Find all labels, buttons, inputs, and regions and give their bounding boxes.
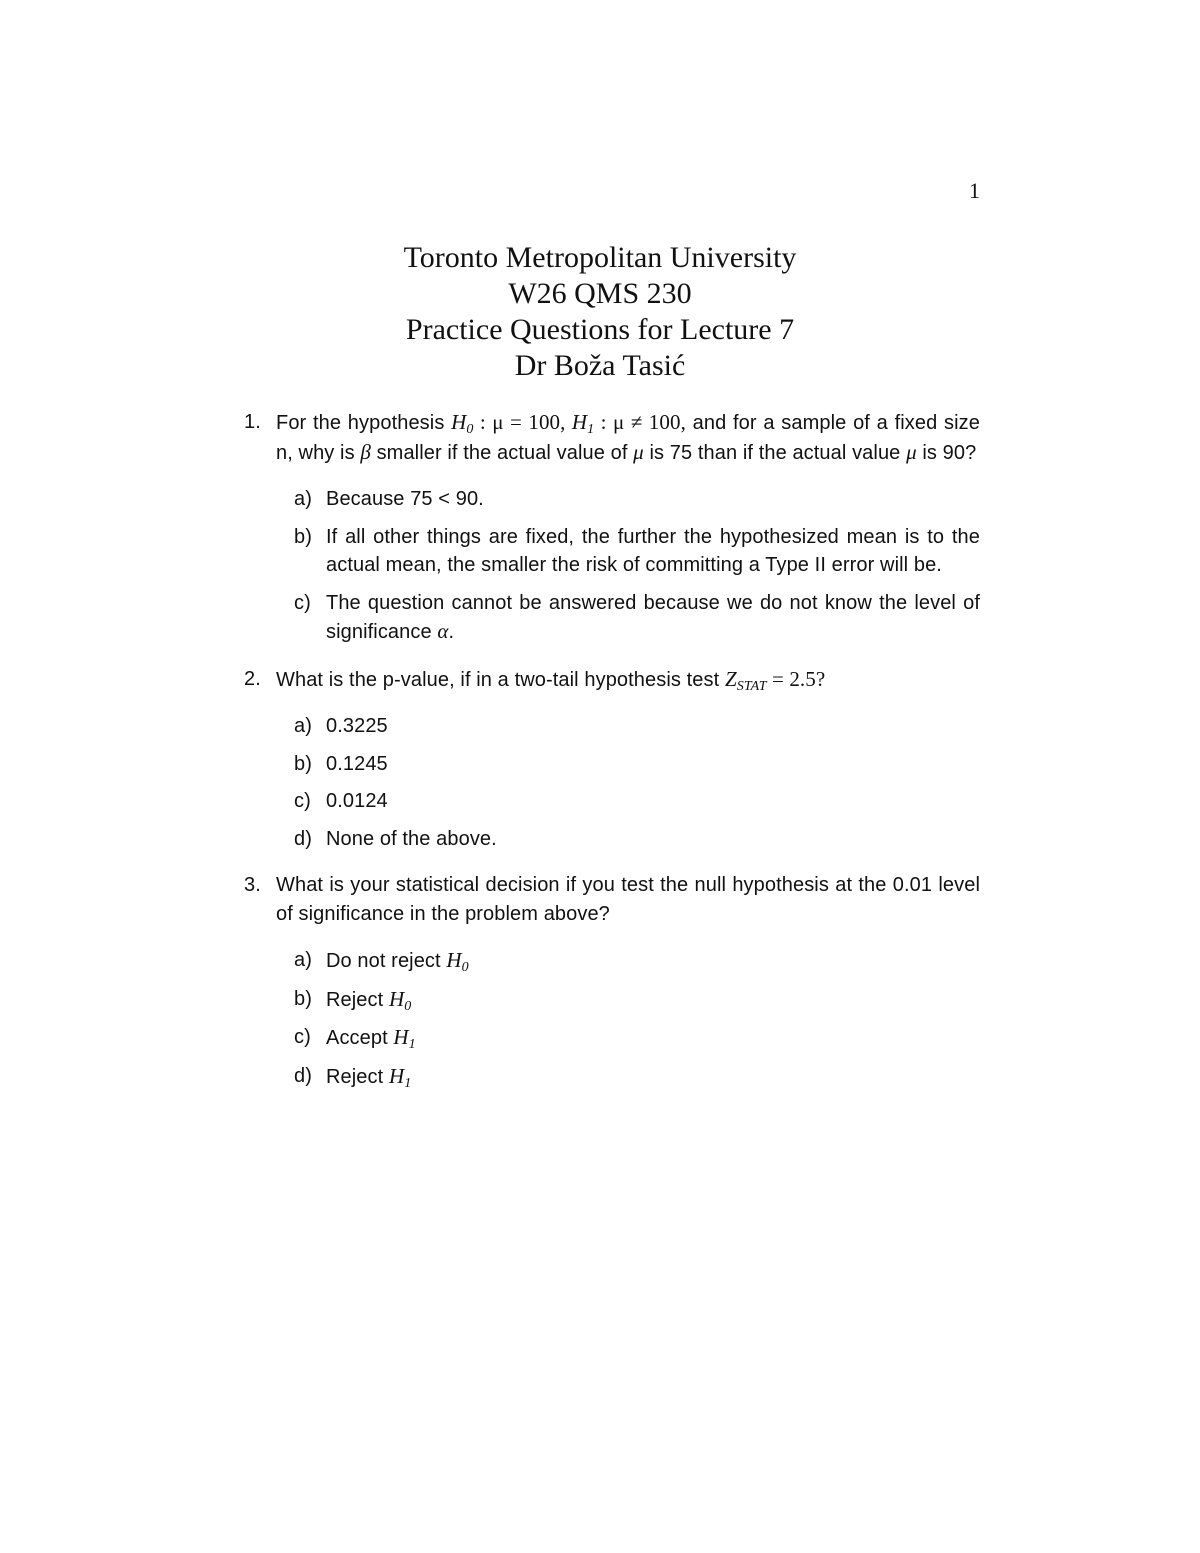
option-letter: b) — [294, 987, 312, 1010]
math-h0 — [446, 948, 469, 975]
text-segment: smaller if the actual value of — [370, 441, 634, 464]
math-subscript: 1 — [587, 422, 595, 437]
question-number: 1. — [244, 411, 261, 433]
math-z-stat — [724, 666, 767, 694]
option-letter: a) — [294, 949, 312, 971]
option-text: Reject — [326, 1065, 389, 1088]
answer-option — [276, 825, 980, 854]
math-subscript: 1 — [408, 1037, 416, 1052]
answer-options — [276, 485, 980, 647]
math-beta: β — [360, 439, 371, 464]
option-text: 0.1245 — [326, 752, 388, 775]
course-code: W26 QMS 230 — [508, 277, 692, 310]
question-3 — [240, 871, 980, 1091]
option-text: Do not reject — [326, 950, 447, 972]
math-subscript: 0 — [466, 422, 474, 437]
math-var: H — [571, 410, 588, 434]
option-text: None of the above. — [326, 827, 497, 850]
option-letter: a) — [294, 715, 312, 737]
answer-option — [276, 485, 980, 514]
math-subscript: STAT — [736, 678, 767, 694]
question-2 — [240, 665, 980, 854]
option-letter: c) — [294, 591, 311, 614]
page-number: 1 — [969, 178, 980, 203]
author-name: Dr Boža Tasić — [514, 349, 686, 382]
text-segment: is 75 than if the actual value — [643, 441, 907, 464]
question-text — [276, 665, 980, 695]
option-letter: a) — [294, 488, 312, 510]
option-letter: d) — [294, 1064, 312, 1087]
option-letter: c) — [294, 1026, 311, 1048]
text-segment: What is the p-value, if in a two-tail hypothesis test — [276, 668, 725, 691]
option-text: The question cannot be answered because we do not know the level of significance — [326, 591, 980, 643]
math-mu: μ — [906, 439, 917, 464]
question-list — [240, 408, 980, 1100]
text-segment: and for a sample of a fixed size n, why is — [276, 412, 980, 464]
option-letter: b) — [294, 525, 312, 548]
answer-option — [276, 523, 980, 580]
math-h1 — [388, 1063, 412, 1091]
answer-options — [276, 946, 980, 1091]
question-text — [276, 408, 980, 467]
document-subtitle: Practice Questions for Lecture 7 — [405, 313, 795, 346]
answer-option — [276, 750, 980, 779]
question-text: What is your statistical decision if you test the null hypothesis at the 0.01 level of significance in the problem above? — [276, 874, 980, 925]
math-var: H — [388, 986, 405, 1011]
math-h1 — [571, 410, 595, 437]
answer-option — [276, 946, 980, 976]
answer-option — [276, 787, 980, 816]
math-h0 — [451, 410, 474, 437]
option-letter: d) — [294, 827, 312, 850]
option-letter: b) — [294, 752, 312, 775]
math-h1 — [393, 1025, 416, 1052]
math-z-equation: = 2.5? — [766, 666, 826, 691]
math-h0 — [388, 986, 412, 1014]
math-var: H — [388, 1063, 405, 1088]
math-subscript: 0 — [404, 998, 412, 1014]
option-text: If all other things are fixed, the further the hypothesized mean is to the actual mean, the smaller the risk of committing a Type II error will be. — [326, 525, 980, 576]
option-text: 0.3225 — [326, 715, 388, 737]
document-header — [300, 240, 900, 384]
question-1 — [240, 408, 980, 647]
answer-option — [276, 985, 980, 1015]
question-number: 2. — [244, 667, 261, 690]
answer-options — [276, 712, 980, 853]
option-text: Accept — [326, 1027, 394, 1049]
option-text: Reject — [326, 988, 389, 1011]
option-text: 0.0124 — [326, 790, 388, 812]
math-h0-equation: : μ = 100, — [473, 410, 572, 434]
option-letter: c) — [294, 790, 311, 812]
math-subscript: 1 — [404, 1075, 412, 1091]
option-text: Because 75 < 90. — [326, 488, 484, 510]
math-var: Z — [724, 666, 737, 691]
math-var: H — [393, 1025, 409, 1049]
university-name: Toronto Metropolitan University — [403, 241, 797, 274]
math-subscript: 0 — [461, 960, 469, 975]
text-segment: is 90? — [916, 441, 977, 464]
answer-option — [276, 589, 980, 647]
math-h1-equation: : μ ≠ 100, — [594, 410, 686, 434]
math-var: H — [446, 948, 462, 972]
answer-option — [276, 712, 980, 741]
math-var: H — [451, 410, 467, 434]
option-text-tail: . — [448, 621, 455, 643]
math-mu: μ — [633, 439, 644, 464]
question-number: 3. — [244, 874, 261, 896]
math-alpha: α — [437, 619, 449, 643]
answer-option — [276, 1062, 980, 1092]
answer-option — [276, 1023, 980, 1053]
text-segment: For the hypothesis — [276, 412, 452, 434]
